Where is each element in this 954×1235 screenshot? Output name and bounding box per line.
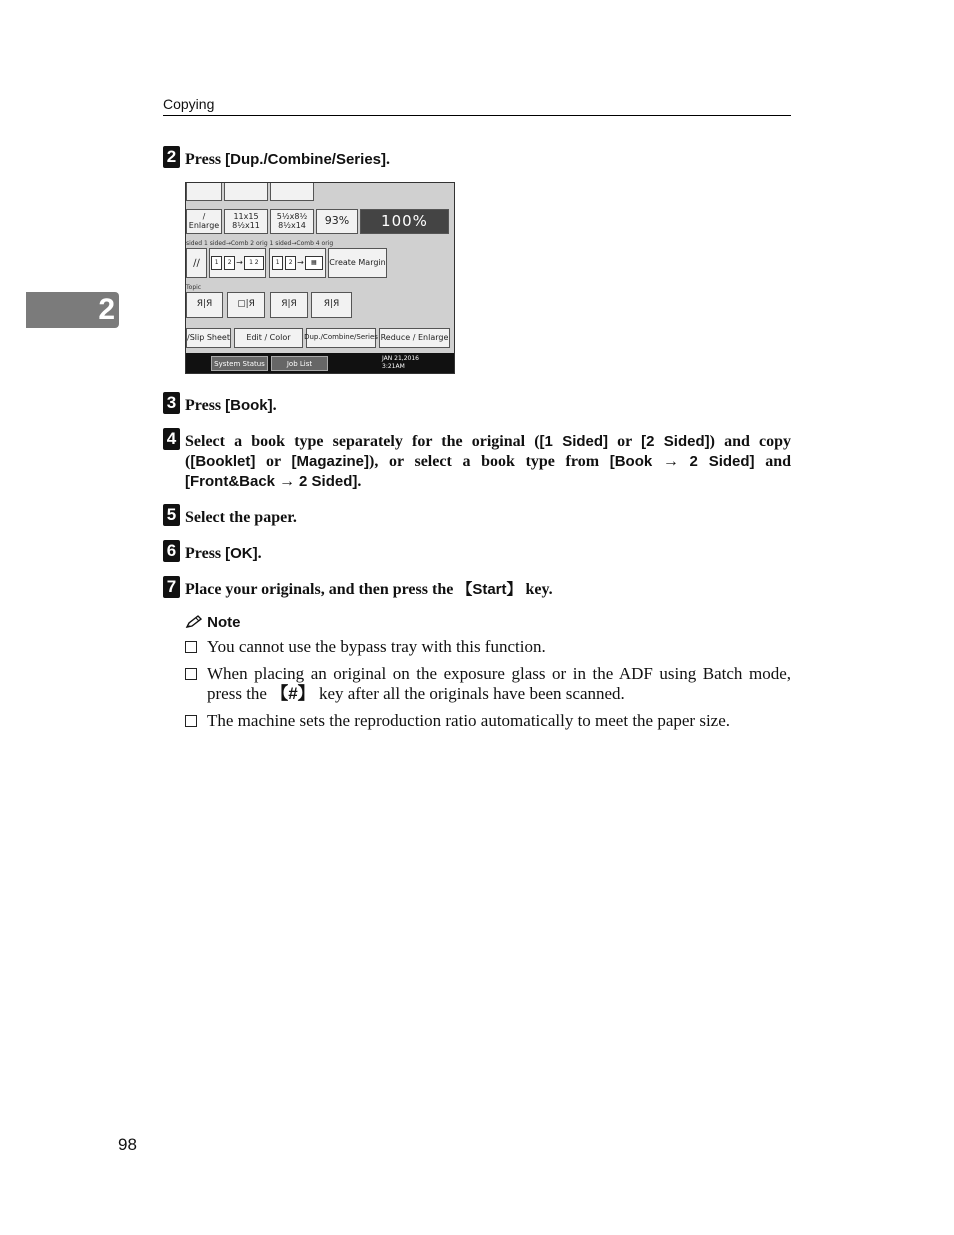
key-label: [2 Sided] bbox=[641, 433, 710, 450]
job-list-button: Job List bbox=[271, 356, 328, 371]
note-text-part: When placing an original on the exposure glass or in the ADF using Batch mode, press the bbox=[207, 664, 791, 703]
copier-control-panel bbox=[185, 182, 455, 374]
size-label: 8½x14 bbox=[278, 220, 306, 230]
step-text-part: key. bbox=[521, 581, 553, 598]
key-label: [Book] bbox=[225, 397, 273, 414]
key-label: 2 Sided] bbox=[689, 453, 755, 470]
enlarge-button: / Enlarge bbox=[186, 209, 222, 234]
step-text-part: . bbox=[357, 473, 362, 490]
combine-2-icon: 1 2 → 1 2 bbox=[209, 248, 266, 278]
combine-4-icon: 1 2 → ▦ bbox=[269, 248, 326, 278]
arrow-icon: → bbox=[652, 453, 690, 470]
step-text-part: ), or select a book type from bbox=[369, 453, 610, 470]
step-7 bbox=[163, 577, 791, 600]
orientation-icon-1: Я|Я bbox=[186, 292, 223, 318]
step-text-part: Place your originals, and then press the bbox=[185, 581, 458, 598]
step-text-part: . bbox=[257, 545, 262, 562]
step-text-part: Press bbox=[185, 397, 226, 414]
step-text-part: Press bbox=[185, 545, 226, 562]
step-text-part: . bbox=[272, 397, 277, 414]
step-text bbox=[185, 150, 791, 170]
key-label: [1 Sided] bbox=[539, 433, 609, 450]
note-item bbox=[185, 711, 791, 731]
step-text bbox=[185, 544, 791, 564]
size-label: 11x15 bbox=[233, 211, 259, 221]
note-heading bbox=[185, 614, 241, 631]
step-number: 4 bbox=[163, 428, 180, 450]
key-label: 【Start】 bbox=[457, 581, 522, 598]
step-text: Select the paper. bbox=[185, 509, 297, 526]
page-number: 98 bbox=[118, 1135, 137, 1154]
panel-button-top-3 bbox=[270, 183, 314, 201]
checkbox-bullet-icon bbox=[185, 715, 197, 727]
step-text-part: or bbox=[255, 453, 292, 470]
step-number: 6 bbox=[163, 540, 180, 562]
step-4 bbox=[163, 429, 792, 492]
note-text bbox=[207, 664, 791, 704]
note-text: You cannot use the bypass tray with this function. bbox=[207, 637, 546, 656]
checkbox-bullet-icon bbox=[185, 641, 197, 653]
step-text bbox=[185, 580, 791, 600]
size-button-1 bbox=[224, 209, 268, 234]
tab-edit-color: Edit / Color bbox=[234, 328, 303, 348]
step-text-part: Select a book type separately for the original ( bbox=[185, 433, 540, 450]
size-button-2 bbox=[270, 209, 314, 234]
status-bar bbox=[186, 353, 455, 374]
step-number: 5 bbox=[163, 504, 180, 526]
create-margin-button: Create Margin bbox=[328, 248, 387, 278]
size-label: 5½x8½ bbox=[276, 211, 308, 221]
note-title: Note bbox=[207, 614, 241, 631]
tab-slip-sheet: /Slip Sheet bbox=[186, 328, 231, 348]
pencil-icon bbox=[185, 615, 203, 629]
step-text bbox=[185, 432, 791, 492]
size-label: 8½x11 bbox=[232, 220, 260, 230]
step-3 bbox=[163, 393, 791, 416]
mode-label: sided 1 sided→Comb 2 orig 1 sided→Comb 4 orig bbox=[186, 240, 334, 247]
orientation-icon-2: ▢|Я bbox=[227, 292, 265, 318]
key-label: [Dup./Combine/Series] bbox=[225, 151, 386, 168]
key-label: [Book bbox=[609, 453, 653, 470]
step-text-part: and bbox=[754, 453, 792, 470]
time-label: 3:21AM bbox=[382, 363, 405, 370]
key-label: [Magazine] bbox=[291, 453, 369, 470]
step-number: 2 bbox=[163, 146, 180, 168]
step-text-part: ) and copy ( bbox=[185, 433, 792, 470]
note-text: The machine sets the reproduction ratio automatically to meet the paper size. bbox=[207, 711, 731, 730]
date-label: JAN 21,2016 bbox=[382, 355, 419, 362]
date-time bbox=[382, 355, 419, 371]
tab-dup-combine-series: Dup./Combine/Series bbox=[306, 328, 376, 348]
step-text-part: or bbox=[608, 433, 642, 450]
panel-button-top-1 bbox=[186, 183, 222, 201]
system-status-button: System Status bbox=[211, 356, 268, 371]
duplex-icon: ∕∕ bbox=[186, 248, 207, 278]
step-2 bbox=[163, 147, 791, 170]
orientation-icon-4: Я|Я bbox=[311, 292, 352, 318]
step-text-part: . bbox=[386, 151, 390, 168]
note-item bbox=[185, 637, 791, 657]
arrow-icon: → bbox=[275, 473, 300, 490]
key-label: [Front&Back bbox=[185, 473, 276, 490]
step-6 bbox=[163, 541, 791, 564]
running-header: Copying bbox=[163, 96, 791, 116]
checkbox-bullet-icon bbox=[185, 668, 197, 680]
note-text-part: key after all the originals have been scanned. bbox=[314, 684, 625, 703]
chapter-tab: 2 bbox=[26, 292, 119, 328]
topic-label: Topic bbox=[186, 284, 202, 291]
key-label: [Booklet] bbox=[190, 453, 256, 470]
key-label: 【#】 bbox=[271, 684, 315, 703]
step-number: 7 bbox=[163, 576, 180, 598]
panel-button-top-2 bbox=[224, 183, 268, 201]
step-text bbox=[185, 396, 791, 416]
ratio-small-button: 93% bbox=[316, 209, 358, 234]
tab-reduce-enlarge: Reduce / Enlarge bbox=[379, 328, 450, 348]
step-text-part: Press bbox=[185, 151, 226, 168]
step-5 bbox=[163, 505, 791, 528]
ratio-display: 100% bbox=[360, 209, 449, 234]
note-item bbox=[185, 664, 791, 704]
step-number: 3 bbox=[163, 392, 180, 414]
orientation-icon-3: Я|Я bbox=[270, 292, 308, 318]
key-label: 2 Sided] bbox=[299, 473, 358, 490]
key-label: [OK] bbox=[225, 545, 258, 562]
